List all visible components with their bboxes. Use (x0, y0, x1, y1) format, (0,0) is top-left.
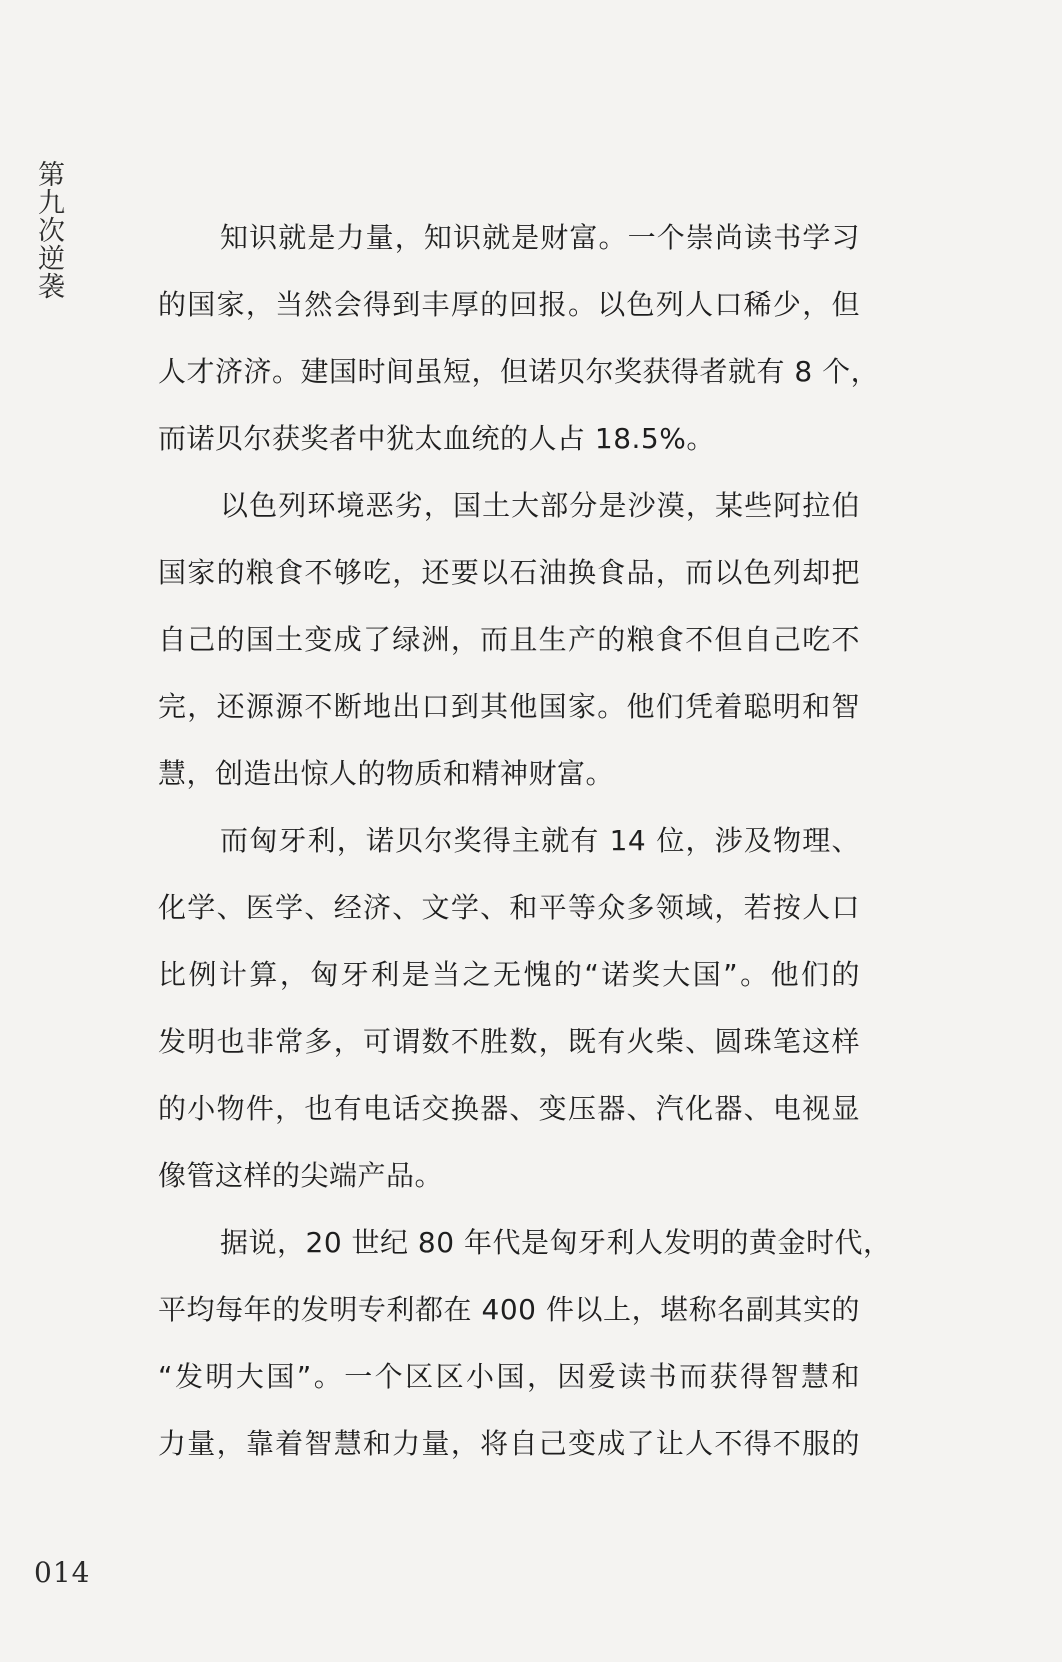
text-line: 完，还源源不断地出口到其他国家。他们凭着聪明和智 (158, 690, 860, 723)
text-line: 以色列环境恶劣，国土大部分是沙漠，某些阿拉伯 (220, 489, 860, 522)
text-line: 像管这样的尖端产品。 (158, 1159, 444, 1192)
text-line: 知识就是力量，知识就是财富。一个崇尚读书学习 (220, 221, 860, 254)
running-chapter-title: 第九次逆袭 (33, 160, 64, 300)
text-line: 自己的国土变成了绿洲，而且生产的粮食不但自己吃不 (158, 623, 860, 656)
text-line: 比例计算，匈牙利是当之无愧的“诺奖大国”。他们的 (158, 958, 860, 991)
text-line: 据说，20 世纪 80 年代是匈牙利人发明的黄金时代， (220, 1226, 892, 1259)
text-line: 发明也非常多，可谓数不胜数，既有火柴、圆珠笔这样 (158, 1025, 860, 1058)
text-line: 力量，靠着智慧和力量，将自己变成了让人不得不服的 (158, 1427, 860, 1460)
text-line: 而诺贝尔获奖者中犹太血统的人占 18.5%。 (158, 422, 715, 455)
text-line: 人才济济。建国时间虽短，但诺贝尔奖获得者就有 8 个， (158, 355, 880, 388)
page-number: 014 (34, 1556, 91, 1589)
text-line: 的国家，当然会得到丰厚的回报。以色列人口稀少，但 (158, 288, 860, 321)
text-line: 慧，创造出惊人的物质和精神财富。 (158, 757, 615, 790)
text-line: 而匈牙利，诺贝尔奖得主就有 14 位，涉及物理、 (220, 824, 860, 857)
text-line: 平均每年的发明专利都在 400 件以上，堪称名副其实的 (158, 1293, 860, 1326)
text-line: 国家的粮食不够吃，还要以石油换食品，而以色列却把 (158, 556, 860, 589)
text-line: “发明大国”。一个区区小国，因爱读书而获得智慧和 (158, 1360, 860, 1393)
text-line: 化学、医学、经济、文学、和平等众多领域，若按人口 (158, 891, 860, 924)
text-line: 的小物件，也有电话交换器、变压器、汽化器、电视显 (158, 1092, 860, 1125)
body-text (158, 218, 892, 1491)
